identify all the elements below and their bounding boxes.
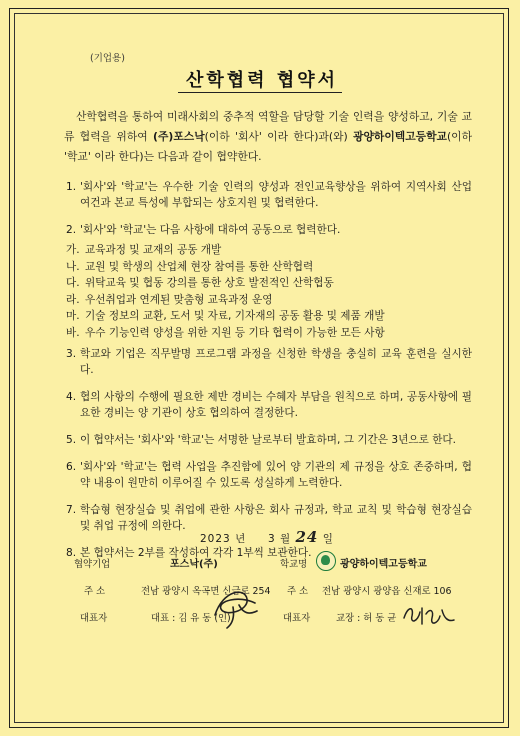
date-month: 3 <box>267 533 276 545</box>
subitem <box>66 242 472 258</box>
school-address-label: 주 소 <box>287 586 309 597</box>
clause-5 <box>66 432 472 448</box>
clause-2 <box>66 222 472 238</box>
school-rep-label: 대표자 <box>283 613 311 624</box>
agreement-date <box>200 528 334 546</box>
clause-text: 학교와 기업은 직무발명 프로그램 과정을 신청한 학생을 충실히 교육 훈련을 실시한다. <box>80 347 472 376</box>
clause-2-subitems <box>66 242 472 341</box>
date-year-unit: 년 <box>235 533 247 545</box>
subitem-text: 기술 정보의 교환, 도서 및 자료, 기자재의 공동 활용 및 제품 개발 <box>85 310 385 322</box>
subitem-number: 바. <box>66 326 80 339</box>
intro-text-3: (이하 '학교' 이라 한다)는 다음과 같이 협약한다. <box>64 130 473 163</box>
clause-4 <box>66 389 472 421</box>
document-title <box>0 66 520 92</box>
clause-1 <box>66 179 472 211</box>
clause-6 <box>66 459 472 491</box>
clause-number: 7. <box>66 503 77 516</box>
subitem-text: 우선취업과 연계된 맞춤형 교육과정 운영 <box>85 293 273 306</box>
document-type-label: (기업용) <box>90 53 125 64</box>
clause-number: 2. <box>66 224 77 236</box>
school-emblem-icon <box>316 551 336 571</box>
intro-text-1: 산학협력을 통하여 미래사회의 중추적 역할을 담당할 기술 인력을 양성하고, 기술 교류 협력을 위하여 <box>64 110 472 143</box>
clause-number: 5. <box>66 433 77 446</box>
subitem-number: 나. <box>66 260 80 273</box>
subitem <box>66 308 472 324</box>
subitem-text: 위탁교육 및 협동 강의를 통한 상호 발전적인 산학협동 <box>85 277 334 289</box>
company-label: 협약기업 <box>74 559 111 570</box>
subitem-number: 다. <box>66 277 80 289</box>
company-representative: 대표 : 김 유 동 (인) <box>151 613 231 624</box>
subitem <box>66 325 472 341</box>
document-title-text: 산학협력 협약서 <box>178 70 342 93</box>
clause-text: 이 협약서는 '회사'와 '학교'는 서명한 날로부터 발효하며, 그 기간은 3년으로 한다. <box>80 433 457 446</box>
subitem-text: 우수 기능인력 양성을 위한 지원 등 기타 협력이 가능한 모든 사항 <box>85 326 385 339</box>
intro-company-name: (주)포스낙 <box>153 130 205 143</box>
date-day-unit: 일 <box>322 533 334 545</box>
intro-paragraph <box>64 107 472 167</box>
clause-number: 8. <box>66 546 77 559</box>
clause-number: 4. <box>66 390 77 403</box>
clauses-list <box>66 179 472 572</box>
clause-3 <box>66 346 472 378</box>
company-rep-label: 대표자 <box>80 613 108 624</box>
subitem-number: 가. <box>66 244 80 256</box>
clause-number: 3. <box>66 347 77 360</box>
company-signature-icon <box>205 585 265 630</box>
school-representative: 교장 : 허 동 균 <box>336 613 397 624</box>
clause-text: 본 협약서는 2부를 작성하여 각각 1부씩 보관한다. <box>80 546 312 559</box>
date-year: 2023 <box>200 533 231 545</box>
company-address: 전남 광양시 옥곡면 신금로 254 <box>141 586 271 597</box>
subitem-number: 라. <box>66 293 80 306</box>
clause-text: 학습형 현장실습 및 취업에 관한 사항은 회사 규정과, 학교 교칙 및 학습형 현장실습 및 취업 규정에 의한다. <box>80 503 472 532</box>
clause-text: '회사'와 '학교'는 협력 사업을 추진함에 있어 양 기관의 제 규정을 상호 존중하며, 협약 내용이 원만히 이루어질 수 있도록 성실하게 노력한다. <box>80 460 472 489</box>
intro-school-name: 광양하이텍고등학교 <box>353 130 447 143</box>
school-address: 전남 광양시 광양읍 신재로 106 <box>322 586 452 597</box>
clause-number: 1. <box>66 181 77 193</box>
clause-text: 협의 사항의 수행에 필요한 제반 경비는 수혜자 부담을 원칙으로 하며, 공동사항에 필요한 경비는 양 기관이 상호 협의하여 결정한다. <box>80 390 472 419</box>
date-month-unit: 월 <box>279 533 292 545</box>
date-day-handwritten: 24 <box>295 528 319 546</box>
subitem-text: 교육과정 및 교재의 공동 개발 <box>85 244 222 256</box>
company-name: 포스낙(주) <box>170 559 218 570</box>
school-name: 광양하이텍고등학교 <box>340 559 427 570</box>
clause-text: '회사'와 '학교'는 우수한 기술 인력의 양성과 전인교육향상을 위하여 지역사회 산업 여건과 본교 특성에 부합되는 상호지원 및 협력한다. <box>80 181 472 209</box>
subitem <box>66 259 472 275</box>
subitem <box>66 292 472 308</box>
subitem-text: 교원 및 학생의 산업체 현장 참여를 통한 산학협력 <box>85 260 314 273</box>
intro-text-2: (이하 '회사' 이라 한다)과(와) <box>204 130 354 143</box>
company-address-label: 주 소 <box>84 586 106 597</box>
clause-number: 6. <box>66 460 77 473</box>
subitem <box>66 275 472 291</box>
school-label: 학교명 <box>280 559 308 570</box>
subitem-number: 마. <box>66 310 80 322</box>
clause-text: '회사'와 '학교'는 다음 사항에 대하여 공동으로 협력한다. <box>80 224 341 236</box>
school-signature-icon <box>400 600 458 630</box>
